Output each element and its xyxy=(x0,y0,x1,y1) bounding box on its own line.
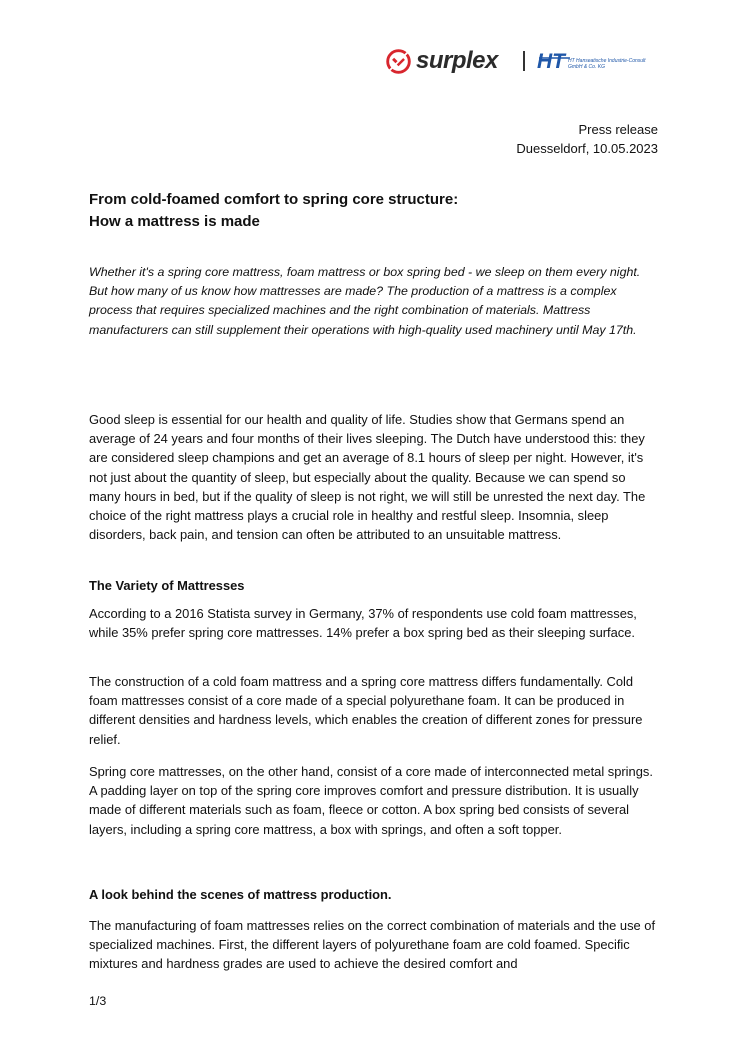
logo-divider xyxy=(523,51,525,71)
ht-logo-text xyxy=(568,58,663,70)
lead-paragraph: Whether it's a spring core mattress, foam mattress or box spring bed - we sleep on them every night. But how many of us know how mattresses are made? The production of a mattress is a complex process that requires specialized machines and the right combination of materials. Mattress manufacturers can still supplement their operations with high-quality used machinery until May 17th. xyxy=(89,265,641,337)
body-paragraph: Good sleep is essential for our health and quality of life. Studies show that Germans spend an average of 24 years and four months of their lives sleeping. The Dutch have understood this: they are considered sleep champions and get an average of 8.1 hours of sleep per night. However, it's not just about the quantity of sleep, but especially about the quality. Because we can spend so many hours in bed, but if the quality of sleep is not right, we will still be unrested the next day. The choice of the right mattress plays a crucial role in healthy and restful sleep. Insomnia, sleep disorders, back pain, and tension can often be attributed to an unsuitable mattress. xyxy=(89,412,646,543)
body-paragraph: The manufacturing of foam mattresses relies on the correct combination of materials and the use of specialized machines. First, the different layers of polyurethane foam are cold foamed. Specific mixtures and hardness grades are used to achieve the desired comfort and xyxy=(89,918,656,972)
ht-logo-line: HT Hanseatische Industrie-Consult xyxy=(568,58,646,64)
body-paragraph: Spring core mattresses, on the other hand, consist of a core made of interconnected metal springs. A padding layer on top of the spring core improves comfort and pressure distribution. It is usually made of different materials such as foam, fleece or cotton. A box spring bed consists of several layers, including a spring core mattress, a box with springs, and often a soft topper. xyxy=(89,764,653,837)
ht-logo-mark: HT xyxy=(537,50,565,73)
surplex-logo-icon xyxy=(385,48,412,75)
section-heading: A look behind the scenes of mattress production. xyxy=(89,887,392,902)
ht-logo-line: GmbH & Co. KG xyxy=(568,64,605,70)
header-logos xyxy=(385,42,660,82)
title-line: How a mattress is made xyxy=(89,213,260,230)
surplex-logo-text: surplex xyxy=(416,47,498,74)
page-title xyxy=(89,189,659,233)
body-paragraph: According to a 2016 Statista survey in Germany, 37% of respondents use cold foam mattresses, while 35% prefer spring core mattresses. 14% prefer a box spring bed as their sleeping surface. xyxy=(89,606,637,641)
document-meta xyxy=(516,120,658,158)
page-number: 1/3 xyxy=(89,994,107,1008)
ht-logo-icon xyxy=(537,48,571,74)
document-type: Press release xyxy=(578,122,658,137)
title-line: From cold-foamed comfort to spring core structure: xyxy=(89,191,459,208)
place-date: Duesseldorf, 10.05.2023 xyxy=(516,141,658,156)
body-paragraph: The construction of a cold foam mattress and a spring core mattress differs fundamentally. Cold foam mattresses consist of a core made of a special polyurethane foam. It can be produced in different densities and hardness levels, which enables the creation of different zones for pressure relief. xyxy=(89,674,643,747)
section-heading: The Variety of Mattresses xyxy=(89,578,245,593)
